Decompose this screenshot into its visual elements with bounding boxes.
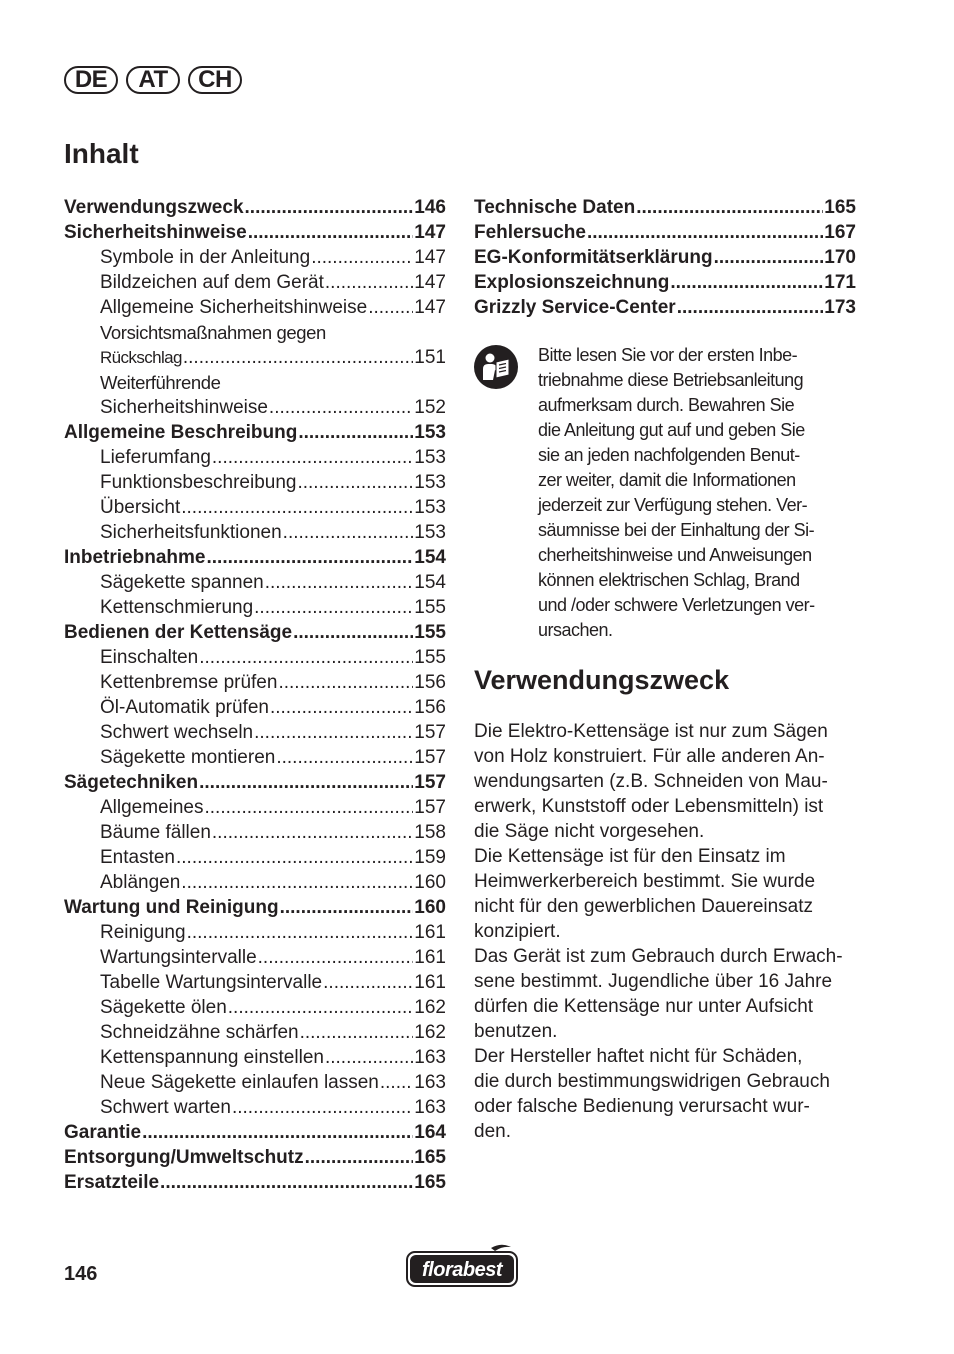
toc-entry-page: 147 (414, 222, 446, 243)
toc-entry-title: Bäume fällen (100, 822, 211, 843)
note-line: zer weiter, damit die Informationen (538, 470, 796, 490)
toc-leader-dots (232, 1095, 413, 1120)
toc-leader-dots (670, 270, 823, 295)
note-line: triebnahme diese Betriebsanleitung (538, 370, 804, 390)
toc-entry (64, 770, 446, 795)
toc-entry (64, 395, 446, 420)
toc-entry-page: 159 (414, 847, 446, 868)
toc-entry (64, 220, 446, 245)
toc-entry (64, 695, 446, 720)
toc-entry (64, 570, 446, 595)
toc-entry-page: 160 (414, 872, 446, 893)
toc-entry-page: 171 (824, 272, 856, 293)
toc-entry (64, 670, 446, 695)
toc-entry-page: 161 (414, 947, 446, 968)
toc-entry-title: Öl-Automatik prüfen (100, 697, 269, 718)
toc-entry (64, 795, 446, 820)
toc-entry (474, 220, 856, 245)
toc-entry (64, 645, 446, 670)
toc-entry (64, 445, 446, 470)
toc-entry-title: Symbole in der Anleitung (100, 247, 311, 268)
toc-leader-dots (187, 920, 414, 945)
toc-entry-title: Bildzeichen auf dem Gerät (100, 272, 324, 293)
toc-entry-title: Fehlersuche (474, 222, 586, 243)
paragraph-line: Der Hersteller haftet nicht für Schäden, (474, 1046, 803, 1067)
toc-entry-title: Neue Sägekette einlaufen lassen (100, 1072, 379, 1093)
toc-entry-page: 164 (414, 1122, 446, 1143)
toc-leader-dots (270, 695, 413, 720)
paragraph-line: dürfen die Kettensäge nur unter Aufsicht (474, 996, 814, 1017)
toc-entry-title: Verwendungszweck (64, 197, 244, 218)
toc-entry (474, 195, 856, 220)
paragraph-line: die Säge nicht vorgesehen. (474, 821, 705, 842)
toc-leader-dots (325, 1045, 413, 1070)
toc-entry-page: 153 (414, 522, 446, 543)
toc-leader-dots (368, 295, 413, 320)
paragraph-line: erwerk, Kunststoff oder Lebensmitteln) ist (474, 796, 824, 817)
toc-entry (474, 295, 856, 320)
toc-entry-title: Sägekette spannen (100, 572, 264, 593)
toc-entry-title: Sicherheitsfunktionen (100, 522, 282, 543)
toc-leader-dots (714, 245, 824, 270)
toc-entry (64, 270, 446, 295)
toc-entry (64, 620, 446, 645)
toc-entry (64, 870, 446, 895)
toc-entry (64, 720, 446, 745)
toc-leader-dots (325, 270, 413, 295)
toc-entry (64, 1045, 446, 1070)
toc-leader-dots (305, 1145, 414, 1170)
toc-entry-title: Kettenspannung einstellen (100, 1047, 324, 1068)
toc-entry-title: Bedienen der Kettensäge (64, 622, 293, 643)
toc-leader-dots (205, 795, 414, 820)
note-line: jederzeit zur Verfügung stehen. Ver- (538, 495, 808, 515)
paragraph-line: oder falsche Bedienung verursacht wur- (474, 1096, 810, 1117)
section-body (474, 719, 864, 1144)
toc-leader-dots (248, 220, 414, 245)
toc-entry (64, 1145, 446, 1170)
toc-leader-dots (142, 1120, 413, 1145)
page-title: Inhalt (64, 138, 139, 169)
toc-entry-page: 160 (414, 897, 446, 918)
toc-leader-dots (311, 245, 413, 270)
toc-entry (64, 995, 446, 1020)
toc-entry-page: 165 (824, 197, 856, 218)
toc-entry-page: 157 (414, 747, 446, 768)
toc-entry-title: Allgemeine Beschreibung (64, 422, 298, 443)
toc-entry-page: 163 (414, 1047, 446, 1068)
paragraph-line: Die Kettensäge ist für den Einsatz im (474, 846, 786, 867)
toc-entry (64, 1095, 446, 1120)
toc-entry-title: Allgemeines (100, 797, 204, 818)
toc-leader-dots (283, 520, 414, 545)
toc-leader-dots (254, 720, 413, 745)
toc-leader-dots (677, 295, 824, 320)
toc-entry-title: Schwert wechseln (100, 722, 254, 743)
toc-leader-dots (265, 570, 414, 595)
toc-leader-dots (199, 770, 413, 795)
toc-entry-title: Lieferumfang (100, 447, 211, 468)
toc-entry-page: 153 (414, 497, 446, 518)
toc-entry (64, 420, 446, 445)
toc-entry-page: 163 (414, 1097, 446, 1118)
toc-entry-page: 147 (414, 247, 446, 268)
paragraph-line: Heimwerkerbereich bestimmt. Sie wurde (474, 871, 816, 892)
toc-leader-dots (212, 820, 413, 845)
toc-leader-dots (160, 1170, 413, 1195)
toc-leader-dots (181, 495, 413, 520)
toc-entry-title: Grizzly Service-Center (474, 297, 676, 318)
toc-entry-page: 152 (414, 397, 446, 418)
note-line: können elektrischen Schlag, Brand (538, 570, 800, 590)
note-line: sie an jeden nachfolgenden Benut- (538, 445, 800, 465)
note-text (538, 343, 858, 643)
toc-entry-title: Ersatzteile (64, 1172, 160, 1193)
toc-entry-page: 157 (414, 772, 446, 793)
toc-entry (64, 295, 446, 320)
paragraph-line: den. (474, 1121, 511, 1142)
toc-entry-page: 163 (414, 1072, 446, 1093)
toc-entry-title: Sägekette ölen (100, 997, 227, 1018)
toc-entry-page: 154 (414, 572, 446, 593)
toc-leader-dots (276, 745, 413, 770)
toc-entry (64, 320, 446, 345)
toc-entry (64, 495, 446, 520)
toc-leader-dots (183, 345, 413, 370)
toc-leader-dots (300, 1020, 414, 1045)
toc-entry-page: 156 (414, 672, 446, 693)
toc-entry (474, 245, 856, 270)
toc-entry-page: 158 (414, 822, 446, 843)
toc-entry (64, 345, 446, 370)
toc-entry-page: 157 (414, 722, 446, 743)
toc-entry-page: 151 (414, 347, 446, 368)
toc-entry-title: Technische Daten (474, 197, 636, 218)
svg-text:florabest: florabest (422, 1259, 502, 1281)
toc-leader-dots (199, 645, 413, 670)
toc-entry-title: Inbetriebnahme (64, 547, 206, 568)
toc-entry-page: 162 (414, 997, 446, 1018)
toc-entry-title: Vorsichtsmaßnahmen gegen (100, 322, 326, 343)
note-line: Bitte lesen Sie vor der ersten Inbe- (538, 345, 798, 365)
section-heading: Verwendungszweck (474, 665, 730, 695)
toc-entry-page: 156 (414, 697, 446, 718)
toc-entry-title: Kettenbremse prüfen (100, 672, 278, 693)
paragraph-line: nicht für den gewerblichen Dauereinsatz (474, 896, 814, 917)
toc-entry-page: 153 (414, 422, 446, 443)
toc-entry (64, 745, 446, 770)
toc-entry (64, 245, 446, 270)
toc-entry-page: 153 (414, 472, 446, 493)
paragraph-line: Das Gerät ist zum Gebrauch durch Erwach- (474, 946, 843, 967)
toc-entry-page: 157 (414, 797, 446, 818)
note-line: säumnisse bei der Einhaltung der Si- (538, 520, 815, 540)
toc-entry-title: Wartung und Reinigung (64, 897, 279, 918)
toc-entry-title: Reinigung (100, 922, 186, 943)
toc-entry-page: 155 (414, 597, 446, 618)
note-line: die Anleitung gut auf und geben Sie (538, 420, 805, 440)
toc-entry-title: Schwert warten (100, 1097, 231, 1118)
note-line: ursachen. (538, 620, 613, 640)
toc-entry-title: Wartungsintervalle (100, 947, 257, 968)
paragraph-line: konzipiert. (474, 921, 561, 942)
toc-leader-dots (280, 895, 414, 920)
toc-leader-dots (181, 870, 413, 895)
toc-entry-title: Schneidzähne schärfen (100, 1022, 299, 1043)
toc-entry-page: 167 (824, 222, 856, 243)
toc-entry (64, 1170, 446, 1195)
toc-entry-title: Kettenschmierung (100, 597, 254, 618)
toc-entry (64, 895, 446, 920)
toc-entry-page: 162 (414, 1022, 446, 1043)
toc-leader-dots (228, 995, 414, 1020)
toc-leader-dots (298, 420, 413, 445)
toc-entry (64, 545, 446, 570)
toc-entry-page: 155 (414, 647, 446, 668)
country-badge-at: AT (126, 66, 180, 94)
note-line: aufmerksam durch. Bewahren Sie (538, 395, 795, 415)
toc-entry-page: 146 (414, 197, 446, 218)
toc-entry (64, 195, 446, 220)
toc-entry (64, 1070, 446, 1095)
toc-entry (64, 520, 446, 545)
toc-entry-title: Ablängen (100, 872, 181, 893)
toc-entry-page: 170 (824, 247, 856, 268)
toc-leader-dots (323, 970, 413, 995)
toc-entry-page: 161 (414, 922, 446, 943)
toc-entry-title: Weiterführende (100, 372, 221, 393)
toc-entry (64, 1120, 446, 1145)
page-number: 146 (64, 1263, 98, 1285)
toc-right-column (474, 195, 856, 320)
toc-leader-dots (258, 945, 414, 970)
toc-leader-dots (587, 220, 823, 245)
toc-entry-page: 165 (414, 1147, 446, 1168)
toc-leader-dots (254, 595, 413, 620)
paragraph-line: wendungsarten (z.B. Schneiden von Mau- (474, 771, 828, 792)
toc-entry (64, 920, 446, 945)
toc-entry (64, 970, 446, 995)
toc-leader-dots (269, 395, 413, 420)
toc-leader-dots (278, 670, 413, 695)
toc-entry-title: Rückschlag (100, 348, 182, 367)
paragraph-line: von Holz konstruiert. Für alle anderen An- (474, 746, 825, 767)
toc-entry-page: 147 (414, 272, 446, 293)
toc-leader-dots (206, 545, 413, 570)
toc-entry-title: Sägekette montieren (100, 747, 276, 768)
toc-entry (474, 270, 856, 295)
toc-entry (64, 820, 446, 845)
toc-entry (64, 845, 446, 870)
toc-entry-page: 154 (414, 547, 446, 568)
toc-leader-dots (176, 845, 413, 870)
toc-entry-title: Sicherheitshinweise (64, 222, 247, 243)
toc-entry (64, 1020, 446, 1045)
paragraph-line: benutzen. (474, 1021, 558, 1042)
toc-leader-dots (380, 1070, 413, 1095)
toc-entry (64, 370, 446, 395)
toc-entry-page: 153 (414, 447, 446, 468)
toc-entry-page: 161 (414, 972, 446, 993)
paragraph-line: die durch bestimmungswidrigen Gebrauch (474, 1071, 830, 1092)
country-badge-ch: CH (188, 66, 242, 94)
toc-entry-title: Sicherheitshinweise (100, 397, 268, 418)
toc-entry-title: EG-Konformitätserklärung (474, 247, 713, 268)
toc-entry-title: Übersicht (100, 497, 181, 518)
toc-entry-page: 173 (824, 297, 856, 318)
toc-entry (64, 470, 446, 495)
toc-leader-dots (212, 445, 413, 470)
note-line: cherheitshinweise und Anweisungen (538, 545, 812, 565)
toc-entry-page: 147 (414, 297, 446, 318)
toc-entry-title: Allgemeine Sicherheitshinweise (100, 297, 368, 318)
toc-entry-title: Tabelle Wartungsintervalle (100, 972, 323, 993)
toc-entry (64, 595, 446, 620)
toc-entry-title: Sägetechniken (64, 772, 199, 793)
toc-entry-title: Entasten (100, 847, 175, 868)
toc-left-column (64, 195, 446, 1195)
toc-entry-page: 155 (414, 622, 446, 643)
country-badges (64, 66, 242, 94)
toc-leader-dots (293, 620, 413, 645)
toc-leader-dots (297, 470, 413, 495)
read-manual-icon (474, 345, 518, 389)
toc-leader-dots (245, 195, 414, 220)
toc-entry-title: Garantie (64, 1122, 142, 1143)
toc-entry (64, 945, 446, 970)
toc-entry-title: Funktionsbeschreibung (100, 472, 297, 493)
toc-entry-page: 165 (414, 1172, 446, 1193)
toc-leader-dots (636, 195, 823, 220)
florabest-logo (405, 1242, 519, 1290)
country-badge-de: DE (64, 66, 118, 94)
toc-entry-title: Einschalten (100, 647, 199, 668)
toc-entry-title: Explosionszeichnung (474, 272, 670, 293)
toc-entry-title: Entsorgung/Umweltschutz (64, 1147, 304, 1168)
paragraph-line: Die Elektro-Kettensäge ist nur zum Sägen (474, 721, 828, 742)
paragraph-line: sene bestimmt. Jugendliche über 16 Jahre (474, 971, 833, 992)
note-line: und /oder schwere Verletzungen ver- (538, 595, 815, 615)
